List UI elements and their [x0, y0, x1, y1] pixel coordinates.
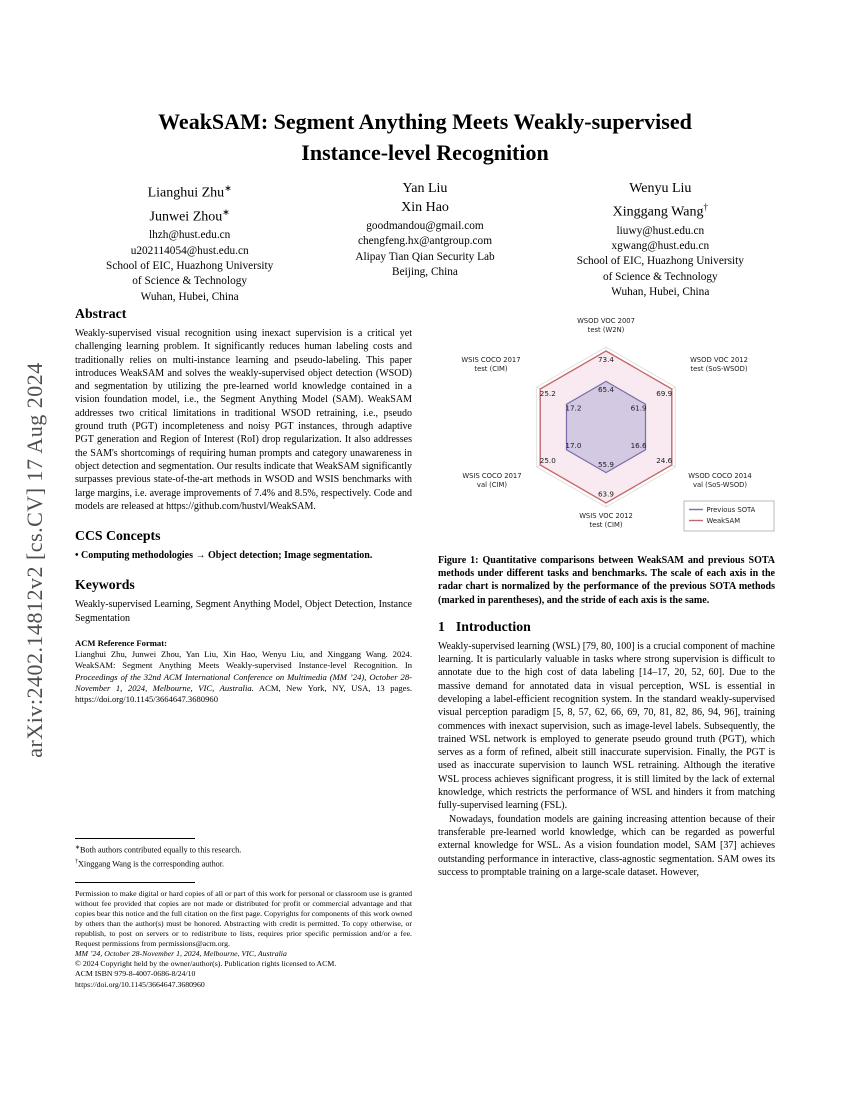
author-name: [307, 179, 542, 198]
author-affiliation: of Science & Technology: [602, 270, 718, 283]
weaksam-value-label: 24.6: [656, 456, 673, 465]
author-email: lhzh@hust.edu.cn: [149, 229, 231, 242]
weaksam-value-label: 25.2: [539, 388, 556, 398]
author-email: u202114054@hust.edu.cn: [130, 244, 249, 257]
author-email: goodmandou@gmail.com: [366, 220, 484, 232]
introduction-paragraph-1: Weakly-supervised learning (WSL) [79, 80, 100] is a crucial component of machine learning. It is particularly valuable in tasks where strong supervision is difficult to annotate due to the high cost of data labeling [14–17, 20, 52, 60]. Due to the massive demand for annotated data in visual perception, WSL is essential in developing a label-efficient recognition system. In the standard weakly-supervised visual perception paradigm [5, 8, 57, 62, 66, 69, 70, 81, 82, 86, 94, 96], training commences with inexact supervision, such as image-level labels. Subsequently, the trained WSL network is employed to generate pseudo ground truth (PGT), which serves as a form of refined, albeit still inaccurate supervision. Finally, the PGT is used as inaccurate supervision to launch WSL retraining. Although the iterative WSL process achieves significant progress, it is still limited by the lack of external knowledge, which restricts the performance of WSL and hinders it from matching fully-supervised learning (FSL).: [438, 640, 775, 812]
author-affiliation: School of EIC, Huazhong University: [106, 259, 274, 272]
paper-title: [0, 106, 850, 168]
github-link[interactable]: https://github.com/hustvl/WeakSAM: [166, 500, 314, 512]
footnote-equal-contribution: [75, 843, 412, 857]
author-name: [543, 198, 778, 222]
author-name-text: Yan Liu: [402, 181, 448, 196]
ccs-heading: CCS Concepts: [75, 528, 161, 544]
venue-line: MM ’24, October 28-November 1, 2024, Melbourne, VIC, Australia: [75, 949, 287, 959]
abstract-period: .: [313, 500, 316, 512]
author-affiliation: Beijing, China: [392, 265, 458, 278]
radar-axis-label: val (SoS-WSOD): [692, 480, 748, 489]
radar-axis-label: WSIS VOC 2012: [579, 512, 633, 520]
author-name: [543, 179, 778, 198]
introduction-heading: [438, 619, 775, 635]
radar-axis-label: test (CIM): [474, 364, 508, 373]
paper-title-line2: Instance-level Recognition: [301, 140, 549, 165]
author-email: chengfeng.hx@antgroup.com: [357, 235, 492, 248]
figure1-caption: [438, 554, 775, 607]
keywords-text: Weakly-supervised Learning, Segment Anything Model, Object Detection, Instance Segmentation: [75, 599, 412, 624]
acm-reference-heading: ACM Reference Format:: [75, 638, 167, 649]
arxiv-watermark: arXiv:2402.14812v2 [cs.CV] 17 Aug 2024: [22, 362, 47, 758]
author-footnote-marker: †: [703, 202, 708, 212]
permission-statement: Permission to make digital or hard copies of all or part of this work for personal or classroom use is granted without fee provided that copies are not made or distributed for profit or commercial advantage and that copies bear this notice and the full citation on the first page. Copyrights for components of this work owned by others than the author(s) must be honored. Abstracting with credit is permitted. To copy otherwise, or republish, to post on servers or to redistribute to lists, requires prior specific permission and/or a fee. Request permissions from permissions@acm.org.: [75, 889, 412, 949]
author-affiliation: Wuhan, Hubei, China: [140, 290, 239, 303]
previous-sota-value-label: 61.9: [630, 403, 647, 413]
acm-reference-part2: ACM, New York, NY, USA, 13 pages. https://doi.org/10.1145/3664647.3680960: [75, 682, 412, 705]
author-column-3: [543, 179, 778, 305]
weaksam-value-label: 25.0: [539, 456, 556, 465]
author-name-text: Xinggang Wang: [612, 204, 704, 220]
author-name: [72, 179, 307, 203]
author-affiliation: of Science & Technology: [132, 275, 248, 288]
footnote-rule: [75, 838, 195, 839]
footnote-block: [75, 838, 412, 990]
author-name-text: Xin Hao: [401, 200, 449, 215]
paper-title-line1: WeakSAM: Segment Anything Meets Weakly-supervised: [158, 109, 692, 134]
radar-axis-label: WSIS COCO 2017: [461, 356, 521, 364]
author-column-2: [307, 179, 542, 305]
footnote-marker: ∗: [75, 845, 81, 851]
abstract-heading: Abstract: [75, 306, 127, 321]
author-footnote-marker: ∗: [222, 206, 230, 217]
isbn-line: ACM ISBN 979-8-4007-0686-8/24/10: [75, 969, 196, 979]
weaksam-value-label: 73.4: [597, 355, 615, 365]
doi-link[interactable]: https://doi.org/10.1145/3664647.3680960: [75, 979, 205, 989]
author-email: xgwang@hust.edu.cn: [611, 239, 710, 252]
abstract-body: Weakly-supervised visual recognition using inexact supervision is a critical yet challenging learning problem. It significantly reduces human labeling costs and traditionally relies on multi-instance learning and pseudo-labeling. This paper introduces WeakSAM and solves the weakly-supervised object detection (WSOD) and segmentation by utilizing the pre-learned world knowledge contained in a vision foundation model, i.e., the Segment Anything Model (SAM). WeakSAM addresses two critical limitations in traditional WSOD retraining, i.e., pseudo ground truth (PGT) incompleteness and noisy PGT instances, through adaptive PGT generation and Region of Interest (RoI) drop regularization. It also addresses the SAM's shortcomings of requiring human prompts and category unawareness in object detection and segmentation. Our results indicate that WeakSAM significantly surpasses previous state-of-the-art methods in WSOD and WSIS benchmarks with large margins, i.e. average improvements of 7.4% and 8.5%, respectively. Code and models are released at: [75, 328, 412, 512]
right-column: [438, 306, 775, 879]
author-column-1: [72, 179, 307, 305]
author-footnote-marker: ∗: [224, 183, 232, 193]
acm-reference-text: [75, 649, 412, 705]
radar-axis-label: WSOD COCO 2014: [688, 472, 752, 480]
radar-chart: [438, 306, 775, 546]
author-name: [307, 198, 542, 217]
weaksam-value-label: 63.9: [597, 489, 615, 499]
author-block: [72, 179, 778, 305]
previous-sota-value-label: 17.2: [565, 403, 582, 413]
author-name-text: Junwei Zhou: [149, 209, 223, 225]
previous-sota-value-label: 65.4: [597, 384, 615, 394]
section-number: 1: [438, 618, 445, 634]
footnote-marker: †: [75, 858, 78, 865]
author-name-text: Lianghui Zhu: [147, 185, 225, 201]
footnote-text: Both authors contributed equally to this research.: [80, 845, 242, 855]
ccs-concepts-text: • Computing methodologies → Object detection; Image segmentation.: [75, 550, 373, 562]
keywords-heading: Keywords: [75, 577, 135, 593]
acm-reference-venue: Proceedings of the 32nd ACM International Conference on Multimedia (MM ’24), October 28-November 1, 2024, Melbourne, VIC, Australia.: [75, 671, 412, 693]
permission-rule: [75, 882, 195, 883]
figure1-caption-text: Quantitative comparisons between WeakSAM and previous SOTA methods under different tasks and benchmarks. The scale of each axis in the radar chart is normalized by the performance of the previous SOTA methods (marked in parentheses), and the stride of each axis is the same.: [438, 555, 775, 606]
legend-label: Previous SOTA: [706, 505, 756, 514]
author-email: liuwy@hust.edu.cn: [616, 224, 705, 237]
radar-axis-label: WSOD VOC 2007: [577, 317, 635, 325]
section-title: Introduction: [455, 618, 531, 634]
previous-sota-value-label: 16.6: [630, 441, 647, 451]
author-affiliation: Wuhan, Hubei, China: [611, 285, 710, 298]
previous-sota-value-label: 55.9: [597, 460, 615, 469]
acm-reference-part1: Lianghui Zhu, Junwei Zhou, Yan Liu, Xin Hao, Wenyu Liu, and Xinggang Wang. 2024. WeakSAM: Segment Anything Meets Weakly-supervised Instance-level Recognition. In: [75, 649, 412, 671]
legend-label: WeakSAM: [706, 516, 741, 525]
radar-axis-label: test (W2N): [587, 325, 625, 334]
author-affiliation: Alipay Tian Qian Security Lab: [355, 250, 495, 263]
figure1-caption-label: Figure 1:: [438, 555, 483, 566]
footnote-text: Xinggang Wang is the corresponding author.: [78, 859, 225, 869]
footnote-corresponding-author: [75, 857, 412, 871]
abstract-text: [75, 327, 412, 513]
radar-axis-label: test (CIM): [589, 520, 623, 529]
radar-axis-label: val (CIM): [476, 480, 508, 489]
copyright-line: © 2024 Copyright held by the owner/author(s). Publication rights licensed to ACM.: [75, 959, 337, 969]
radar-axis-label: WSIS COCO 2017: [462, 472, 522, 480]
radar-axis-label: test (SoS-WSOD): [690, 364, 748, 373]
author-affiliation: School of EIC, Huazhong University: [576, 255, 744, 268]
previous-sota-value-label: 17.0: [565, 441, 582, 451]
introduction-paragraph-2: Nowadays, foundation models are gaining increasing attention because of their transferable pre-learned world knowledge, which can be regarded as powerful external knowledge for WSL. As a vision foundation model, SAM [37] achieves outstanding performance in interactive, class-agnostic segmentation. SAM owes its success to promptable training on a large-scale dataset. However,: [438, 813, 775, 878]
weaksam-value-label: 69.9: [656, 388, 673, 398]
left-column: [75, 306, 412, 705]
author-name-text: Wenyu Liu: [629, 181, 692, 196]
author-name: [72, 203, 307, 227]
radar-axis-label: WSOD VOC 2012: [690, 356, 748, 364]
